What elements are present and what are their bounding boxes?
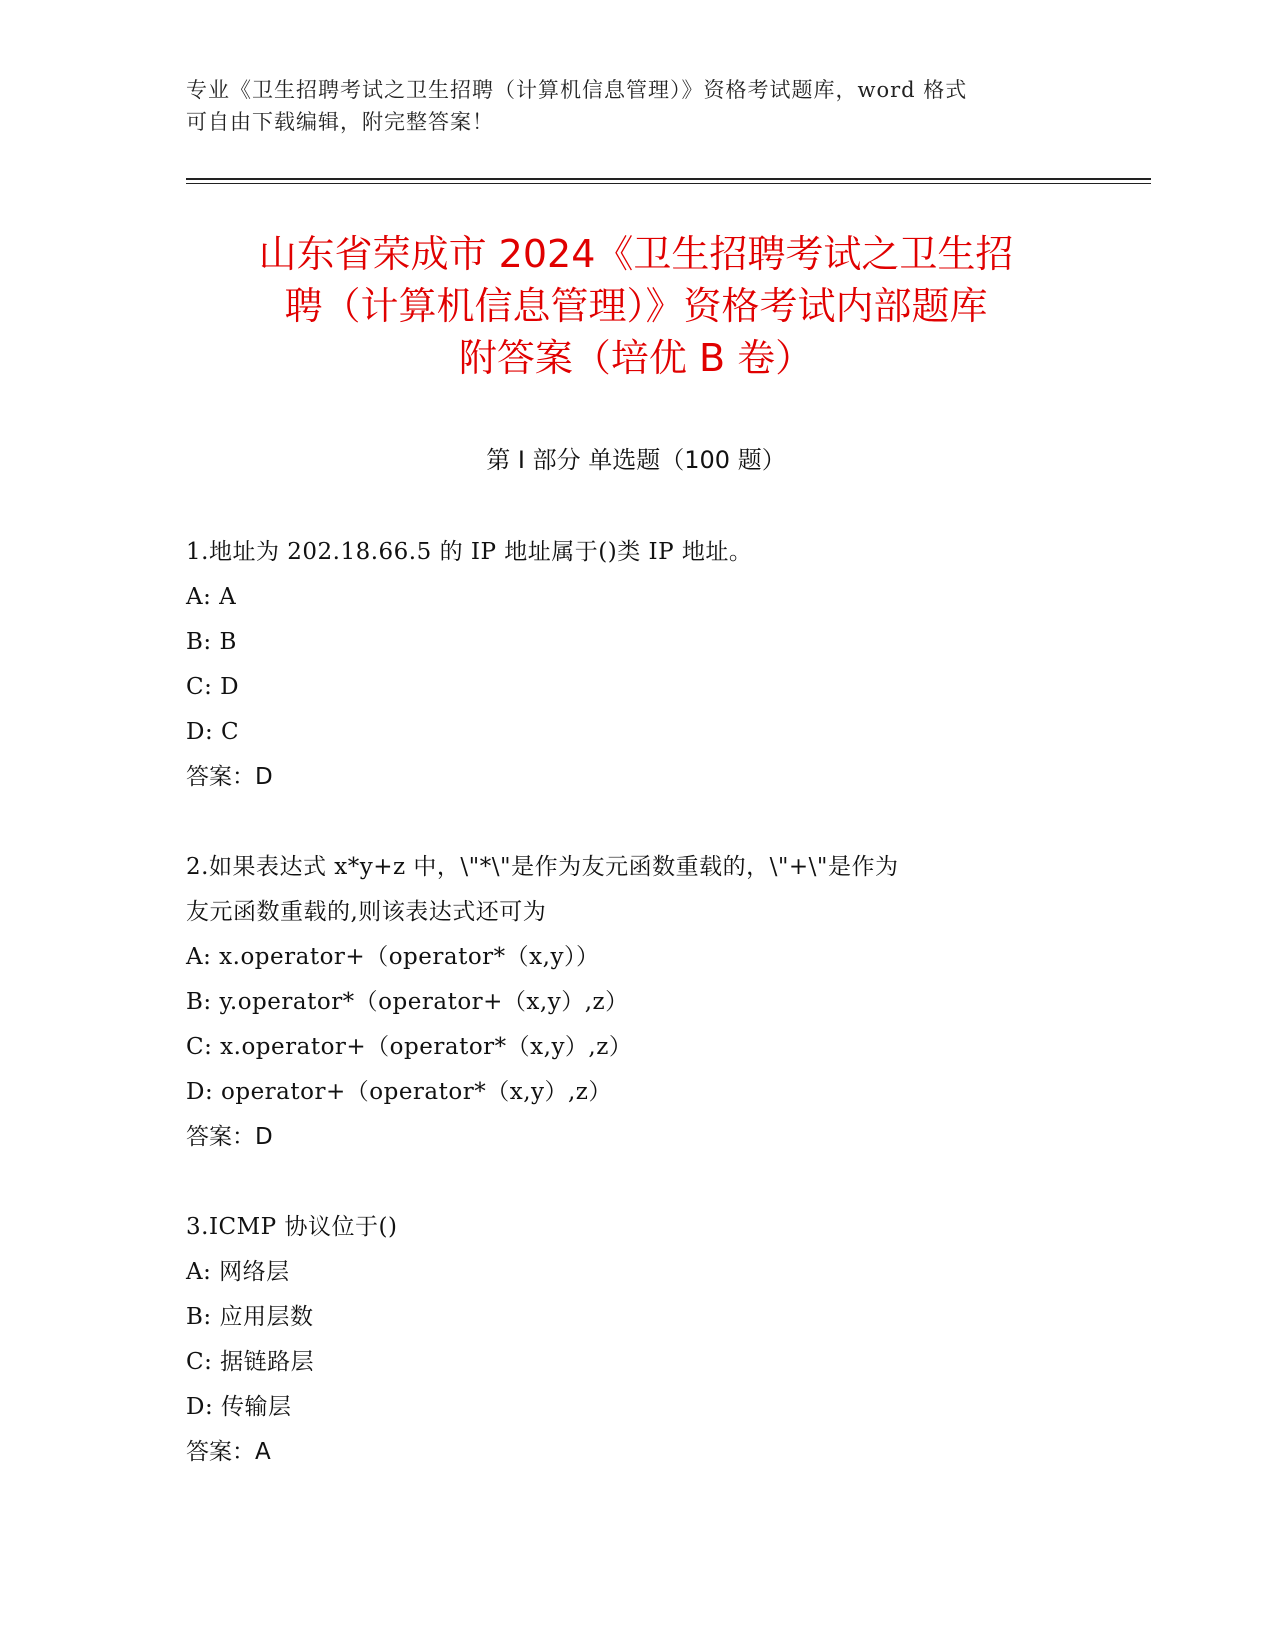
option-a: A: x.operator+（operator*（x,y）） [186,944,600,970]
answer: 答案：A [186,1439,271,1465]
title-line1: 山东省荣成市 2024《卫生招聘考试之卫生招 [258,232,1014,276]
question-3 [186,1205,1086,1475]
option-b: B: y.operator*（operator+（x,y）,z） [186,989,629,1015]
option-b: B: B [186,629,237,655]
option-c: C: x.operator+（operator*（x,y）,z） [186,1034,633,1060]
section-title: 第 I 部分 单选题（100 题） [486,446,786,474]
question-stem: 2.如果表达式 x*y+z 中，\"*\"是作为友元函数重载的，\"+\"是作为 [186,854,899,880]
question-1 [186,530,1086,800]
option-c: C: D [186,674,240,700]
question-list [186,530,1086,1520]
question-stem: 3.ICMP 协议位于() [186,1214,398,1240]
header-note-line2: 可自由下载编辑，附完整答案！ [186,110,494,134]
title-line3: 附答案（培优 B 卷） [458,336,814,380]
question-2 [186,845,1086,1160]
title-line2: 聘（计算机信息管理）》资格考试内部题库 [284,284,988,328]
header-note [186,74,1086,138]
option-d: D: operator+（operator*（x,y）,z） [186,1079,612,1105]
option-b: B: 应用层数 [186,1304,314,1330]
option-d: D: 传输层 [186,1394,292,1420]
header-note-line1: 专业《卫生招聘考试之卫生招聘（计算机信息管理）》资格考试题库，word 格式 [186,78,968,102]
option-d: D: C [186,719,240,745]
document-title [186,228,1086,384]
header-rule-thin [186,183,1151,184]
answer: 答案：D [186,764,273,790]
header-rule-thick [186,178,1151,180]
option-a: A: A [186,584,237,610]
option-c: C: 据链路层 [186,1349,315,1375]
answer: 答案：D [186,1124,273,1150]
option-a: A: 网络层 [186,1259,290,1285]
question-stem: 1.地址为 202.18.66.5 的 IP 地址属于()类 IP 地址。 [186,539,753,565]
question-stem-cont: 友元函数重载的,则该表达式还可为 [186,899,547,925]
